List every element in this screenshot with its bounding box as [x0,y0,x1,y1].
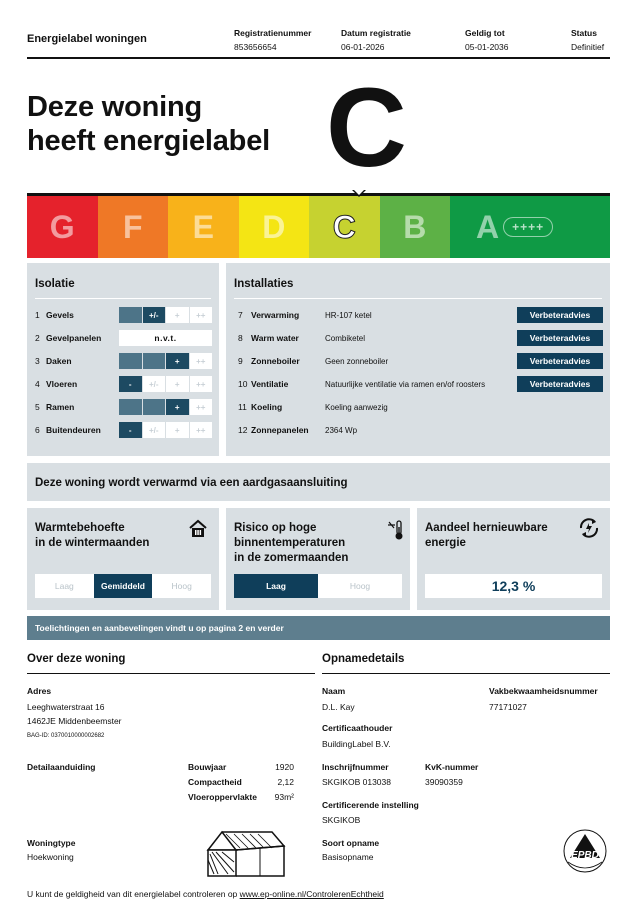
row-number: 12 [238,425,248,435]
row-number: 8 [238,333,243,343]
rating-cell [119,353,142,369]
installatie-row [238,399,603,415]
rating-cell: ++ [190,376,213,392]
isolatie-row [35,330,215,346]
headline: Deze woning heeft energielabel [27,91,270,157]
installatie-row [238,422,603,438]
document-title: Energielabel woningen [27,33,147,45]
installatie-row [238,353,603,369]
compactheid-row: Compactheid 2,12 [188,777,294,787]
scale-segment-c: C [309,196,380,258]
rating-cell: + [166,307,189,323]
vakbekwaamheid-block: Vakbekwaamheidsnummer 77171027 [489,686,598,712]
row-value: HR-107 ketel [325,310,372,320]
warmtebehoefte-scale [35,574,211,598]
row-label: Vloeren [46,379,78,389]
row-number: 1 [35,310,40,320]
scale-segment-a: A ++++ [450,196,610,258]
rating-cell: +/- [143,307,166,323]
installatie-row [238,330,603,346]
certificerende-instelling-block: Certificerende instelling SKGIKOB [322,800,419,825]
row-number: 4 [35,379,40,389]
isolatie-row [35,353,215,369]
row-value: 2364 Wp [325,425,358,435]
rating-cell: - [119,422,142,438]
row-label: Gevels [46,310,74,320]
row-number: 9 [238,356,243,366]
installatie-row [238,376,603,392]
rating-cell: + [166,399,189,415]
row-value: Natuurlijke ventilatie via ramen en/of roosters [325,379,486,389]
thermometer-icon [386,519,406,546]
isolatie-title: Isolatie [35,278,75,290]
row-number: 7 [238,310,243,320]
house-type-icon [206,828,286,883]
energy-scale [27,196,610,258]
geldig-tot: Geldig tot 05-01-2036 [465,28,509,52]
woningtype-block: Woningtype Hoekwoning [27,838,76,862]
verbeteradvies-button[interactable]: Verbeteradvies [517,307,603,323]
inschrijfnummer-block: Inschrijfnummer SKGIKOB 013038 [322,762,391,787]
rating-bar [119,353,212,369]
row-number: 5 [35,402,40,412]
rating-cell [119,399,142,415]
scale-segment-b: B [380,196,451,258]
option-hoog: Hoog [171,581,192,591]
rating-cell: +/- [143,376,166,392]
opname-divider [322,673,610,674]
heating-note: Deze woning wordt verwarmd via een aardgasaansluiting [35,477,348,489]
registratienummer: Registratienummer 853656654 [234,28,312,52]
warmtebehoefte-title: Warmtebehoefte in de wintermaanden [35,522,150,549]
risico-title: Risico op hoge binnentemperaturen in de zomermaanden [234,522,349,564]
row-value: Geen zonneboiler [325,356,389,366]
nvt-value: n.v.t. [119,330,212,346]
row-label: Gevelpanelen [46,333,102,343]
verification-link[interactable]: www.ep-online.nl/ControlerenEchtheid [239,889,384,899]
rating-cell: ++ [190,353,213,369]
rating-cell: ++ [190,399,213,415]
option-laag: Laag [54,581,74,591]
row-number: 11 [238,402,247,412]
rating-cell: + [166,376,189,392]
rating-bar [119,376,212,392]
rating-bar [119,307,212,323]
isolatie-row [35,376,215,392]
datum-registratie: Datum registratie 06-01-2026 [341,28,411,52]
row-number: 10 [238,379,248,389]
installatie-row [238,307,603,323]
naam-block: Naam D.L. Kay [322,686,355,712]
row-label: Warm water [251,333,299,343]
option-hoog: Hoog [349,581,371,591]
row-value: Koeling aanwezig [325,402,388,412]
soort-opname-block: Soort opname Basisopname [322,838,380,862]
isolatie-row [35,422,215,438]
certificaathouder-block: Certificaathouder BuildingLabel B.V. [322,723,393,749]
woning-section-title: Over deze woning [27,653,126,665]
installaties-divider [234,298,602,299]
adres-block: Adres Leeghwaterstraat 16 1462JE Middenbeemster BAG-ID: 0370010000002682 [27,686,122,739]
row-label: Daken [46,356,72,366]
rating-cell [143,399,166,415]
rating-cell: ++ [190,307,213,323]
installaties-title: Installaties [234,278,294,290]
detailaanduiding-label: Detailaanduiding [27,762,96,772]
hernieuwbaar-value: 12,3 % [425,574,602,598]
vloeroppervlakte-row: Vloeroppervlakte 93m² [188,792,294,802]
rating-cell: + [166,353,189,369]
scale-segment-e: E [168,196,239,258]
scale-segment-g: G [27,196,98,258]
isolatie-row [35,399,215,415]
renewable-energy-icon [577,516,601,545]
isolatie-row [35,307,215,323]
woning-kenmerken [188,760,294,804]
woning-divider [27,673,315,674]
rating-bar [119,399,212,415]
row-label: Buitendeuren [46,425,101,435]
scale-segment-d: D [239,196,310,258]
row-label: Zonnepanelen [251,425,309,435]
energy-label-letter: C [326,65,407,190]
row-label: Koeling [251,402,283,412]
svg-text:EPBD: EPBD [571,850,599,861]
verbeteradvies-button[interactable]: Verbeteradvies [517,353,603,369]
row-number: 2 [35,333,40,343]
risico-scale [234,574,402,598]
a-plus-pill: ++++ [503,217,553,237]
row-number: 3 [35,356,40,366]
rating-cell: ++ [190,422,213,438]
bouwjaar-row: Bouwjaar 1920 [188,762,294,772]
footer: U kunt de geldigheid van dit energielabel controleren op www.ep-online.nl/ControlerenEchtheid [27,889,384,899]
verbeteradvies-button[interactable]: Verbeteradvies [517,376,603,392]
rating-cell: + [166,422,189,438]
info-banner: Toelichtingen en aanbevelingen vindt u op pagina 2 en verder [27,616,610,640]
verbeteradvies-button[interactable]: Verbeteradvies [517,330,603,346]
rating-bar [119,422,212,438]
row-number: 6 [35,425,40,435]
row-label: Verwarming [251,310,300,320]
row-label: Ventilatie [251,379,289,389]
epbd-logo-icon [562,828,608,879]
rating-cell: - [119,376,142,392]
rating-cell [119,307,142,323]
row-label: Ramen [46,402,75,412]
row-label: Zonneboiler [251,356,300,366]
rating-cell [143,353,166,369]
kvk-block: KvK-nummer 39090359 [425,762,479,787]
option-laag: Laag [234,574,318,598]
isolatie-divider [35,298,211,299]
rating-cell: +/- [143,422,166,438]
scale-segment-f: F [98,196,169,258]
house-heat-icon [188,519,208,544]
opname-section-title: Opnamedetails [322,653,405,665]
status: Status Definitief [571,28,605,52]
option-gemiddeld: Gemiddeld [94,574,153,598]
row-value: Combiketel [325,333,366,343]
header-divider [27,57,610,59]
active-label-pointer-inner [354,190,364,195]
hernieuwbaar-title: Aandeel hernieuwbare energie [425,522,548,549]
